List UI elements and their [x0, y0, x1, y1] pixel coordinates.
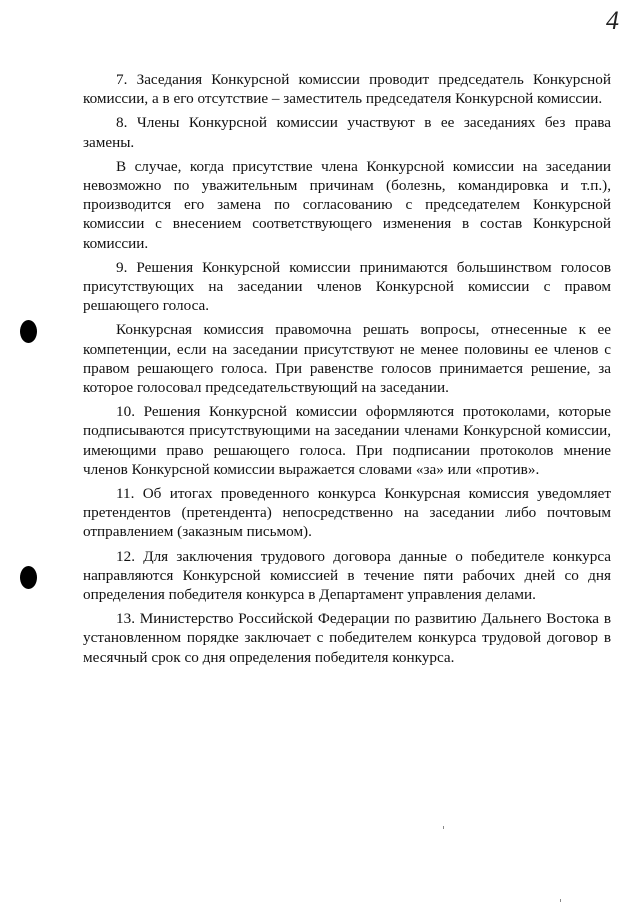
- page-number: 4: [606, 6, 619, 35]
- punch-hole-bottom: [20, 566, 37, 589]
- scan-speck: [560, 899, 561, 902]
- paragraph-item-13: 13. Министерство Российской Федерации по развитию Дальнего Востока в установленном порядке заключает с победителем конкурса трудовой договор в месячный срок со дня определения победителя конкурса.: [83, 610, 611, 666]
- paragraph-item-7: 7. Заседания Конкурсной комиссии проводит председатель Конкурсной комиссии, а в его отсутствие – заместитель председателя Конкурсной комиссии.: [83, 71, 611, 108]
- scan-speck: [443, 826, 444, 829]
- paragraph-item-10: 10. Решения Конкурсной комиссии оформляются протоколами, которые подписываются присутствующими на заседании членами Конкурсной комиссии, имеющими право решающего голоса. При подписании протоколов мнение членов Конкурсной комиссии выражается словами «за» или «против».: [83, 403, 611, 478]
- punch-hole-top: [20, 320, 37, 343]
- paragraph-item-11: 11. Об итогах проведенного конкурса Конкурсная комиссия уведомляет претендентов (претендента) непосредственно на заседании либо почтовым отправлением (заказным письмом).: [83, 485, 611, 541]
- paragraph-item-12: 12. Для заключения трудового договора данные о победителе конкурса направляются Конкурсной комиссией в течение пяти рабочих дней со дня определения победителя конкурса в Департамент управления делами.: [83, 547, 611, 604]
- paragraph-item-9: 9. Решения Конкурсной комиссии принимаются большинством голосов присутствующих на заседании членов Конкурсной комиссии с правом решающего голоса.: [83, 258, 611, 315]
- document-body: [83, 70, 611, 672]
- paragraph-item-8: 8. Члены Конкурсной комиссии участвуют в ее заседаниях без права замены.: [83, 114, 611, 151]
- paragraph-member-replacement: В случае, когда присутствие члена Конкурсной комиссии на заседании невозможно по уважительным причинам (болезнь, командировка и т.п.), производится его замена по согласованию с председателем Конкурсной комиссии с внесением соответствующего изменения в состав Конкурсной комиссии.: [83, 157, 611, 252]
- paragraph-quorum: Конкурсная комиссия правомочна решать вопросы, отнесенные к ее компетенции, если на заседании присутствуют не менее половины ее членов с правом решающего голоса. При равенстве голосов принимается решение, за которое голосовал председательствующий на заседании.: [83, 321, 611, 397]
